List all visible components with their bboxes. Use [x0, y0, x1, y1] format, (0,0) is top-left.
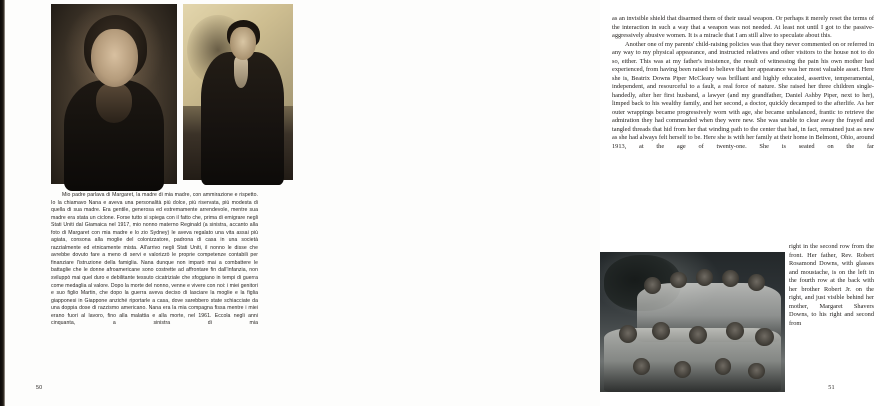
family-group-photograph — [600, 252, 785, 392]
photo-head-6 — [619, 325, 638, 343]
english-wrap-paragraph: right in the second row from the front. Her father, Rev. Robert Rosamond Downs, with glasses and moustache, is on the left in the fourth row at the back with her brother Robert Jr. on the right, and just visible behind her mother, Margaret Shavers Downs, to his right and second from — [789, 243, 874, 327]
page-number-right: 51 — [828, 384, 835, 391]
portrait-shirt-shape — [234, 57, 248, 89]
photo-head-2 — [670, 272, 687, 289]
photo-head-11 — [633, 358, 650, 375]
portrait-of-grandfather-reginald-photo — [183, 4, 293, 180]
photo-head-14 — [748, 363, 765, 380]
portrait-collar-shape — [96, 83, 131, 123]
english-paragraph-child-raising: Another one of my parents' child-raising policies was that they never commented on or referred in any way to my physical appearance, and instructed relatives and other visitors to the house not to do so, either. This was at my father's insistence, the result of witnessing the pain his own mother had experienced, from having been raised to believe that her appearance was her most valuable asset. Here she is, Beatrix Downs Piper McCleary was brilliant and highly educated, assertive, temperamental, independent, and resourceful to a fault, a real force of nature. She raised her three children single-handedly, after her first husband, a lawyer (and my grandfather, Daniel Ashby Piper, next to her), limped back to his wealthy family, and her second, a doctor, quickly decamped to the afterlife. As her outer wrappings became progressively worn with age, she became unbalanced, frantic to retrieve the admiration they had commanded when they were new. She was unable to clear away the frayed and tangled threads that hid from her that winding path to the center that had, in fact, remained just as new as she had always felt herself to be. Here she is with her family at their home in Belmont, Ohio, around 1913, at the age of twenty-one. She is seated on the far — [612, 40, 874, 150]
left-page — [5, 0, 300, 406]
photo-head-10 — [755, 328, 774, 346]
page-number-left: 50 — [36, 385, 43, 391]
english-body-text-wrapped-column — [789, 243, 874, 328]
photo-head-4 — [722, 270, 739, 287]
english-paragraph-continuation: as an invisible shield that disarmed them of their usual weapon. Or perhaps it merely reset the terms of the interaction in such a way that a weapon was not needed. At least not until I got to the passive-aggressively abusive women. It is a miracle that I am still alive to speculate about this. — [612, 15, 874, 40]
photo-head-3 — [696, 269, 713, 286]
italian-caption-paragraph: Mio padre parlava di Margaret, la madre di mia madre, con ammirazione e rispetto. Io la chiamavo Nana e aveva una personalità più dolce, più riservata, più modesta di quella di sua madre. Era gentile, generosa ed estremamente arrendevole, mentre sua madre era stata un ciclone. Forse tutto si spiega con il fatto che, prima di emigrare negli Stati Uniti dal Giamaica nel 1917, mio nonno materno Reginald (a sinistra, accanto alla foto di Margaret con mia madre e lo zio Sydney) le aveva regalato una vita assai più agiata, consona alla moglie del colonizzatore, padrona di casa in una società razzialmente ed etnicamente mista. All'arrivo negli Stati Uniti, il nonno le disse che avrebbe dovuto fare a meno di servi e valorizzò le proprie competenze contabili per finanziare l'istruzione della famiglia. Nana dunque non imparò mai a combattere le battaglie che le donne afroamericane sono costrette ad affrontare fin dall'infanzia, non sviluppò mai quel duro e debilitante tessuto cicatriziale che sfoggiano in tempi di guerra come medaglia al valore. Dopo la morte del nonno, venne e vivere con noi: i miei genitori e suo figlio Martin, che dopo la guerra aveva deciso di lasciare la moglie e la figlia giapponesi in Giappone anziché riportarle a casa, dove sarebbero state schiacciate da una doppia dose di razzismo americano. Nana era la mia compagna fissa mentre i miei erano fuori al lavoro, fino alla malattia e alla morte, nel 1961. Eccola negli anni cinquanta, a sinistra di mia — [51, 192, 258, 327]
italian-caption-text — [51, 192, 258, 328]
photo-head-12 — [674, 361, 691, 378]
portrait-face-shape — [91, 29, 138, 87]
portrait-of-margaret-mother-photo — [51, 4, 177, 184]
photo-head-1 — [644, 277, 661, 294]
photo-head-5 — [748, 274, 765, 291]
right-page — [300, 0, 874, 406]
english-body-text-top — [612, 15, 874, 151]
portrait-face-shape — [230, 27, 255, 60]
